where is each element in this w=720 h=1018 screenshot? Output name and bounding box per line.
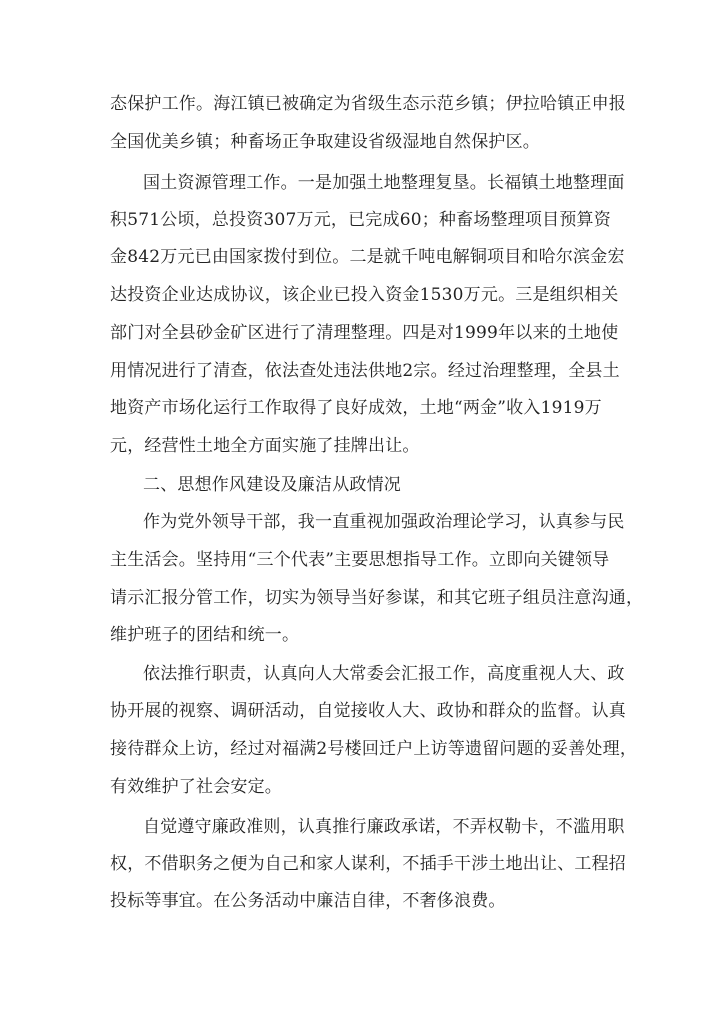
paragraph-line: 接待群众上访，经过对福满2号楼回迁户上访等遗留问题的妥善处理， — [110, 739, 638, 759]
paragraph-line: 维护班子的团结和统一。 — [110, 625, 300, 645]
section-heading: 二、思想作风建设及廉洁从政情况 — [143, 475, 401, 495]
paragraph-line: 地资产市场化运行工作取得了良好成效，土地“两金”收入1919万 — [110, 398, 602, 418]
paragraph-line: 态保护工作。海江镇已被确定为省级生态示范乡镇；伊拉哈镇正申报 — [110, 94, 626, 114]
paragraph-line: 投标等事宜。在公务活动中廉洁自律，不奢侈浪费。 — [110, 891, 506, 911]
paragraph-line: 积571公顷，总投资307万元，已完成60；种畜场整理项目预算资 — [110, 210, 611, 230]
paragraph-line: 国土资源管理工作。一是加强土地整理复垦。长福镇土地整理面 — [143, 173, 625, 193]
paragraph-line: 金842万元已由国家拨付到位。二是就千吨电解铜项目和哈尔滨金宏 — [110, 247, 625, 267]
paragraph-line: 有效维护了社会安定。 — [110, 777, 282, 797]
paragraph-line: 自觉遵守廉政准则，认真推行廉政承诺，不弄权勒卡，不滥用职 — [143, 817, 625, 837]
paragraph-line: 用情况进行了清查，依法查处违法供地2宗。经过治理整理，全县土 — [110, 361, 620, 381]
paragraph-line: 协开展的视察、调研活动，自觉接收人大、政协和群众的监督。认真 — [110, 701, 626, 721]
paragraph-line: 全国优美乡镇；种畜场正争取建设省级湿地自然保护区。 — [110, 132, 540, 152]
paragraph-line: 达投资企业达成协议，该企业已投入资金1530万元。三是组织相关 — [110, 285, 619, 305]
paragraph-line: 部门对全县砂金矿区进行了清理整理。四是对1999年以来的土地使 — [110, 323, 619, 343]
paragraph-line: 请示汇报分管工作，切实为领导当好参谋，和其它班子组员注意沟通， — [110, 588, 644, 608]
paragraph-line: 主生活会。坚持用“三个代表”主要思想指导工作。立即向关键领导 — [110, 550, 610, 570]
paragraph-line: 依法推行职责，认真向人大常委会汇报工作，高度重视人大、政 — [143, 664, 625, 684]
paragraph-line: 元，经营性土地全方面实施了挂牌出让。 — [110, 436, 420, 456]
paragraph-line: 作为党外领导干部，我一直重视加强政治理论学习，认真参与民 — [143, 512, 625, 532]
paragraph-line: 权，不借职务之便为自己和家人谋利，不插手干涉土地出让、工程招 — [110, 854, 626, 874]
